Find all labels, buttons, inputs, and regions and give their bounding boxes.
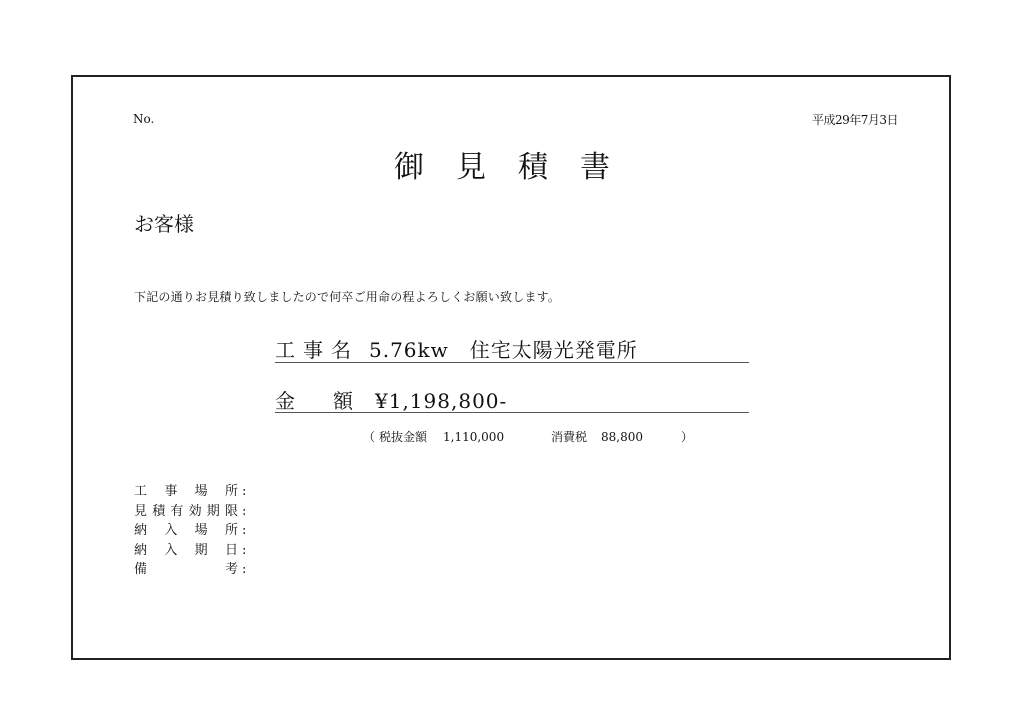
detail-colon: : [242, 484, 247, 499]
tax-breakdown [363, 428, 693, 445]
customer-name: お客様 [134, 212, 194, 236]
pretax-amount-value: 1,110,000 [443, 430, 505, 444]
amount-label-first: 金 [275, 389, 295, 413]
amount-row [275, 385, 749, 413]
detail-label: 納入期日 [134, 542, 238, 558]
consumption-tax-value: 88,800 [601, 430, 643, 444]
detail-label: 工事場所 [134, 484, 238, 499]
detail-colon: : [242, 523, 247, 538]
document-title: 御見積書 [394, 150, 642, 185]
pretax-amount-label: 税抜金額 [379, 430, 428, 444]
tax-close-paren: ） [681, 430, 694, 444]
detail-colon: : [242, 503, 247, 519]
amount-label [275, 385, 375, 414]
detail-colon: : [242, 562, 247, 577]
amount-value: ¥1,198,800- [375, 389, 508, 413]
detail-row-delivery-place [134, 521, 246, 541]
detail-label: 見積有効期限 [134, 503, 238, 519]
detail-row-validity [134, 502, 246, 522]
project-name-row [275, 334, 749, 363]
document-number-label: No. [133, 112, 155, 126]
detail-row-construction-site [134, 482, 246, 502]
project-name-value: 5.76kw 住宅太陽光発電所 [369, 338, 638, 362]
greeting-text: 下記の通りお見積り致しましたので何卒ご用命の程よろしくお願い致します。 [134, 290, 561, 304]
consumption-tax-label: 消費税 [551, 430, 588, 444]
tax-open-paren: （ [363, 430, 376, 444]
detail-colon: : [242, 542, 247, 558]
detail-label: 備考 [134, 562, 238, 577]
document-date: 平成29年7月3日 [811, 113, 898, 127]
detail-label: 納入場所 [134, 523, 238, 538]
detail-row-delivery-date [134, 541, 246, 561]
detail-row-remarks [134, 560, 246, 580]
detail-fields [134, 482, 246, 580]
project-name-label: 工事名 [275, 338, 359, 362]
amount-label-second: 額 [333, 389, 353, 413]
